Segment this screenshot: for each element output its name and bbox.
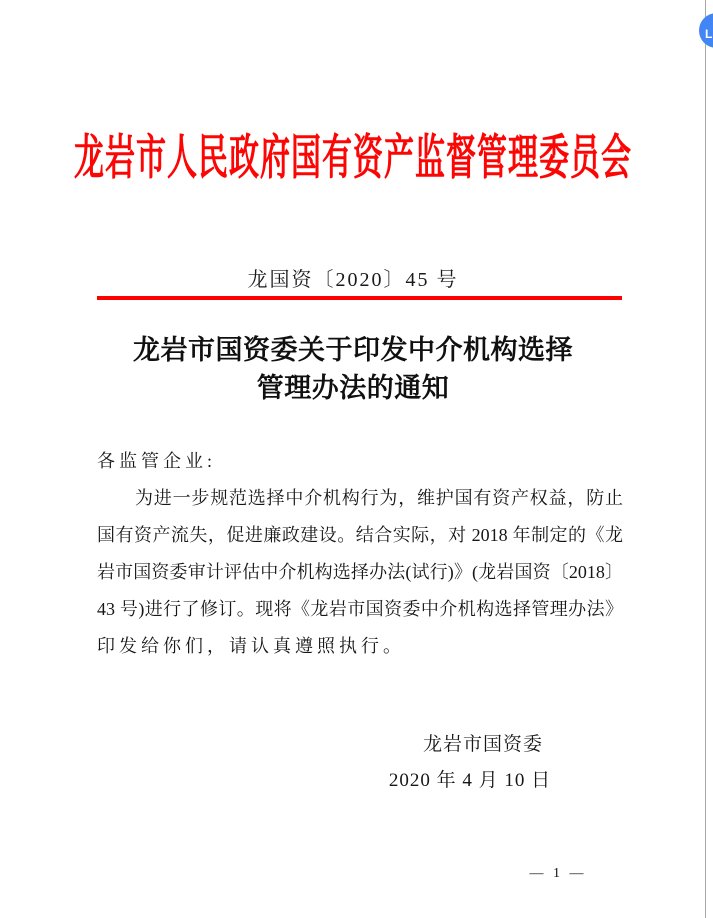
agency-header: 龙岩市人民政府国有资产监督管理委员会 bbox=[74, 131, 632, 185]
body-line-5: 印发给你们，请认真遵照执行。 bbox=[97, 636, 405, 656]
doc-title-line-1: 龙岩市国资委关于印发中介机构选择 bbox=[133, 335, 573, 365]
body-line-3: 岩市国资委审计评估中介机构选择办法(试行)》(龙岩国资〔2018〕 bbox=[97, 562, 623, 582]
page-edge-line bbox=[705, 0, 706, 918]
body-line-4: 43 号)进行了修订。现将《龙岩市国资委中介机构选择管理办法》 bbox=[97, 599, 623, 619]
page-number: — 1 — bbox=[529, 866, 587, 881]
red-divider bbox=[97, 296, 622, 300]
doc-body bbox=[97, 443, 623, 665]
floating-badge[interactable] bbox=[699, 13, 713, 48]
doc-title bbox=[0, 331, 706, 407]
signature: 龙岩市国资委 bbox=[422, 734, 543, 755]
doc-number: 龙国资〔2020〕45 号 bbox=[247, 269, 459, 291]
body-line-1: 为进一步规范选择中介机构行为，维护国有资产权益，防止 bbox=[135, 488, 623, 508]
body-line-2: 国有资产流失，促进廉政建设。结合实际，对 2018 年制定的《龙 bbox=[97, 525, 623, 545]
signature-date: 2020 年 4 月 10 日 bbox=[388, 770, 552, 791]
doc-title-line-2: 管理办法的通知 bbox=[256, 373, 450, 403]
floating-badge-icon: L bbox=[705, 27, 713, 41]
salutation: 各监管企业: bbox=[97, 451, 217, 471]
